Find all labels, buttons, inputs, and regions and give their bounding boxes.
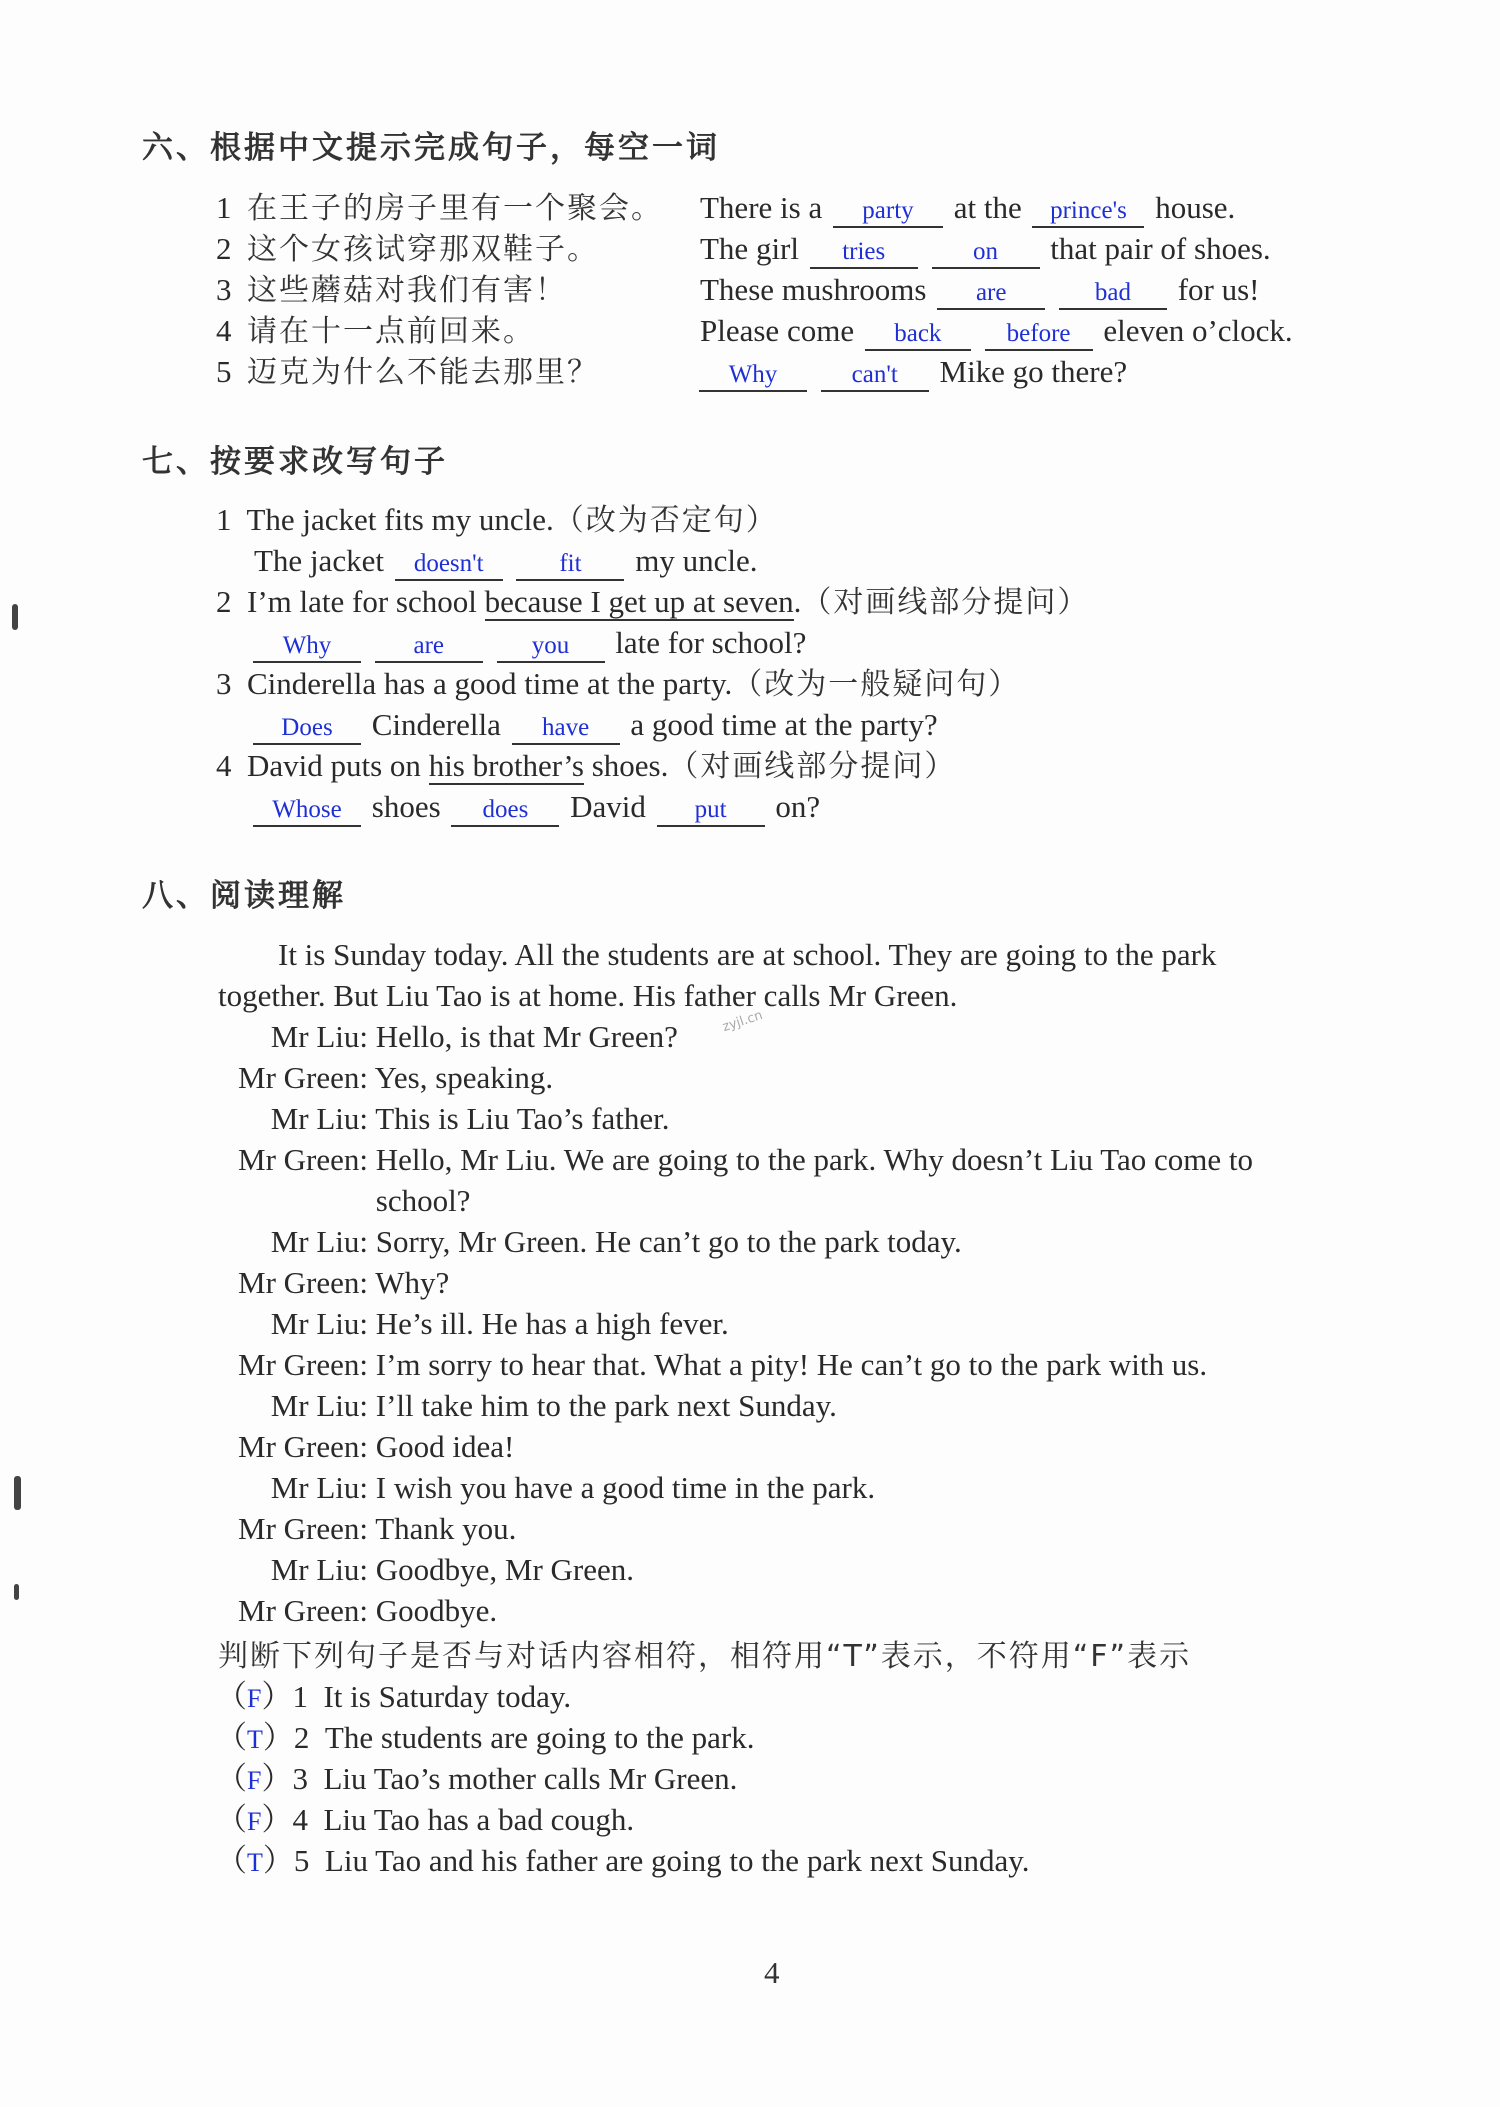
answer-blank: are (937, 278, 1045, 310)
speaker-label: Mr Liu: (270, 1388, 368, 1423)
answer-blank: doesn't (395, 549, 503, 581)
speaker-label: Mr Green: (238, 1265, 368, 1300)
judgment-item: （F）3 Liu Tao’s mother calls Mr Green. (216, 1761, 738, 1796)
s7-q1: 1 The jacket fits my uncle.（改为否定句） (216, 502, 778, 538)
answer-blank: Whose (253, 795, 361, 827)
watermark: zyjl.cn (720, 1007, 765, 1036)
tf-answer: F (247, 1807, 262, 1836)
dialogue-text: He’s ill. He has a high fever. (375, 1306, 729, 1341)
speaker-label: Mr Green: (238, 1347, 368, 1382)
s6-item-2-answer: The girl tries on that pair of shoes. (700, 229, 1271, 269)
answer-blank: have (512, 713, 620, 745)
speaker-label: Mr Green: (238, 1593, 368, 1628)
judgment-item: （T）2 The students are going to the park. (216, 1720, 755, 1755)
scan-mark (12, 604, 18, 630)
s7-q2: 2 I’m late for school because I get up at seven.（对画线部分提问） (216, 584, 1090, 620)
dialogue-line (218, 1222, 962, 1262)
s6-item-2: 2 这个女孩试穿那双鞋子。 (216, 231, 599, 267)
dialogue-line (218, 1550, 634, 1590)
s6-item-5: 5 迈克为什么不能去那里？ (216, 354, 599, 390)
s6-item-5-answer: Why can't Mike go there? (696, 352, 1127, 392)
dialogue-text: This is Liu Tao’s father. (375, 1101, 670, 1136)
judgment-item: （F）1 It is Saturday today. (216, 1679, 572, 1714)
s7-q3-answer: Does Cinderella have a good time at the party? (250, 705, 938, 745)
underlined-phrase: his brother’s (428, 748, 584, 783)
dialogue-text: Sorry, Mr Green. He can’t go to the park today. (375, 1224, 962, 1259)
answer-blank: on (932, 237, 1040, 269)
judgment-text: Liu Tao’s mother calls Mr Green. (323, 1761, 738, 1796)
answer-blank: party (833, 196, 943, 228)
s6-item-3: 3 这些蘑菇对我们有害！ (216, 272, 567, 308)
tf-answer: F (247, 1684, 262, 1713)
dialogue-line (218, 1304, 729, 1344)
tf-answer: T (247, 1725, 263, 1754)
dialogue-text: Goodbye, Mr Green. (375, 1552, 635, 1587)
speaker-label: Mr Green: (238, 1060, 368, 1095)
s6-item-1-answer: There is a party at the prince's house. (700, 188, 1235, 228)
dialogue-text: school? (375, 1183, 471, 1218)
dialogue-text: Goodbye. (375, 1593, 498, 1628)
answer-blank: prince's (1032, 196, 1144, 228)
dialogue-line (218, 1591, 497, 1631)
s7-q4: 4 David puts on his brother’s shoes.（对画线部分提问） (216, 748, 957, 784)
answer-blank: Why (699, 360, 807, 392)
dialogue-line (218, 1181, 470, 1221)
speaker-label: Mr Green: (238, 1429, 368, 1464)
judgment-text: Liu Tao and his father are going to the park next Sunday. (324, 1843, 1030, 1878)
section-8-heading: 八、阅读理解 (142, 878, 346, 914)
judgment-item: （F）4 Liu Tao has a bad cough. (216, 1802, 635, 1837)
answer-blank: tries (810, 237, 918, 269)
dialogue-text: I’ll take him to the park next Sunday. (375, 1388, 837, 1423)
item-number: 1 (292, 1679, 308, 1714)
dialogue-line (218, 1509, 516, 1549)
dialogue-text: Hello, Mr Liu. We are going to the park. Why doesn’t Liu Tao come to (375, 1142, 1253, 1177)
dialogue-line (218, 1263, 449, 1303)
s6-item-4-answer: Please come back before eleven o’clock. (700, 311, 1293, 351)
dialogue-line (218, 1345, 1207, 1385)
answer-blank: Why (253, 631, 361, 663)
s6-item-1: 1 在王子的房子里有一个聚会。 (216, 190, 663, 226)
dialogue-line (218, 1017, 678, 1057)
dialogue-line (218, 1386, 837, 1426)
reading-intro: together. But Liu Tao is at home. His father calls Mr Green. (218, 978, 958, 1013)
tf-answer: F (247, 1766, 262, 1795)
dialogue-text: Yes, speaking. (374, 1060, 554, 1095)
dialogue-line (218, 1427, 514, 1467)
dialogue-text: I’m sorry to hear that. What a pity! He can’t go to the park with us. (375, 1347, 1208, 1382)
speaker-label: Mr Green: (238, 1511, 368, 1546)
dialogue-text: Why? (375, 1265, 450, 1300)
judgment-text: It is Saturday today. (323, 1679, 572, 1714)
dialogue-line (218, 1099, 670, 1139)
answer-blank: Does (253, 713, 361, 745)
answer-blank: put (657, 795, 765, 827)
speaker-label: Mr Green: (238, 1142, 368, 1177)
item-number: 4 (292, 1802, 308, 1837)
s7-q4-answer: Whose shoes does David put on? (250, 787, 820, 827)
section-7-heading: 七、按要求改写句子 (142, 444, 448, 480)
judgment-text: The students are going to the park. (324, 1720, 755, 1755)
dialogue-line (218, 1058, 553, 1098)
dialogue-text: Hello, is that Mr Green? (375, 1019, 678, 1054)
scan-mark (14, 1584, 19, 1600)
s6-item-4: 4 请在十一点前回来。 (216, 313, 535, 349)
speaker-label: Mr Liu: (270, 1306, 368, 1341)
s7-q2-answer: Why are you late for school? (250, 623, 806, 663)
speaker-label: Mr Liu: (270, 1552, 368, 1587)
dialogue-line (218, 1140, 1253, 1180)
judgment-item: （T）5 Liu Tao and his father are going to the park next Sunday. (216, 1843, 1030, 1878)
answer-blank: fit (516, 549, 624, 581)
answer-blank: you (497, 631, 605, 663)
answer-blank: can't (821, 360, 929, 392)
speaker-label: Mr Liu: (270, 1224, 368, 1259)
item-number: 2 (293, 1720, 310, 1755)
tf-answer: T (247, 1848, 263, 1877)
judgment-instruction: 判断下列句子是否与对话内容相符，相符用“T”表示，不符用“F”表示 (218, 1639, 1192, 1674)
speaker-label: Mr Liu: (270, 1019, 368, 1054)
reading-intro: It is Sunday today. All the students are at school. They are going to the park (278, 937, 1217, 972)
s6-item-3-answer: These mushrooms are bad for us! (700, 270, 1260, 310)
section-6-heading: 六、根据中文提示完成句子，每空一词 (142, 130, 720, 166)
underlined-phrase: because I get up at seven (484, 584, 794, 619)
answer-blank: bad (1059, 278, 1167, 310)
dialogue-text: I wish you have a good time in the park. (375, 1470, 876, 1505)
s7-q1-answer: The jacket doesn't fit my uncle. (254, 541, 757, 581)
scan-mark (14, 1476, 21, 1510)
answer-blank: are (375, 631, 483, 663)
item-number: 3 (292, 1761, 308, 1796)
page-number: 4 (764, 1955, 780, 1990)
answer-blank: back (865, 319, 971, 351)
judgment-text: Liu Tao has a bad cough. (323, 1802, 635, 1837)
item-number: 5 (293, 1843, 310, 1878)
s7-q3: 3 Cinderella has a good time at the party.（改为一般疑问句） (216, 666, 1021, 702)
dialogue-text: Thank you. (375, 1511, 517, 1546)
speaker-label: Mr Liu: (270, 1470, 368, 1505)
answer-blank: before (985, 319, 1093, 351)
dialogue-text: Good idea! (375, 1429, 515, 1464)
answer-blank: does (451, 795, 559, 827)
speaker-label: Mr Liu: (270, 1101, 368, 1136)
dialogue-line (218, 1468, 875, 1508)
